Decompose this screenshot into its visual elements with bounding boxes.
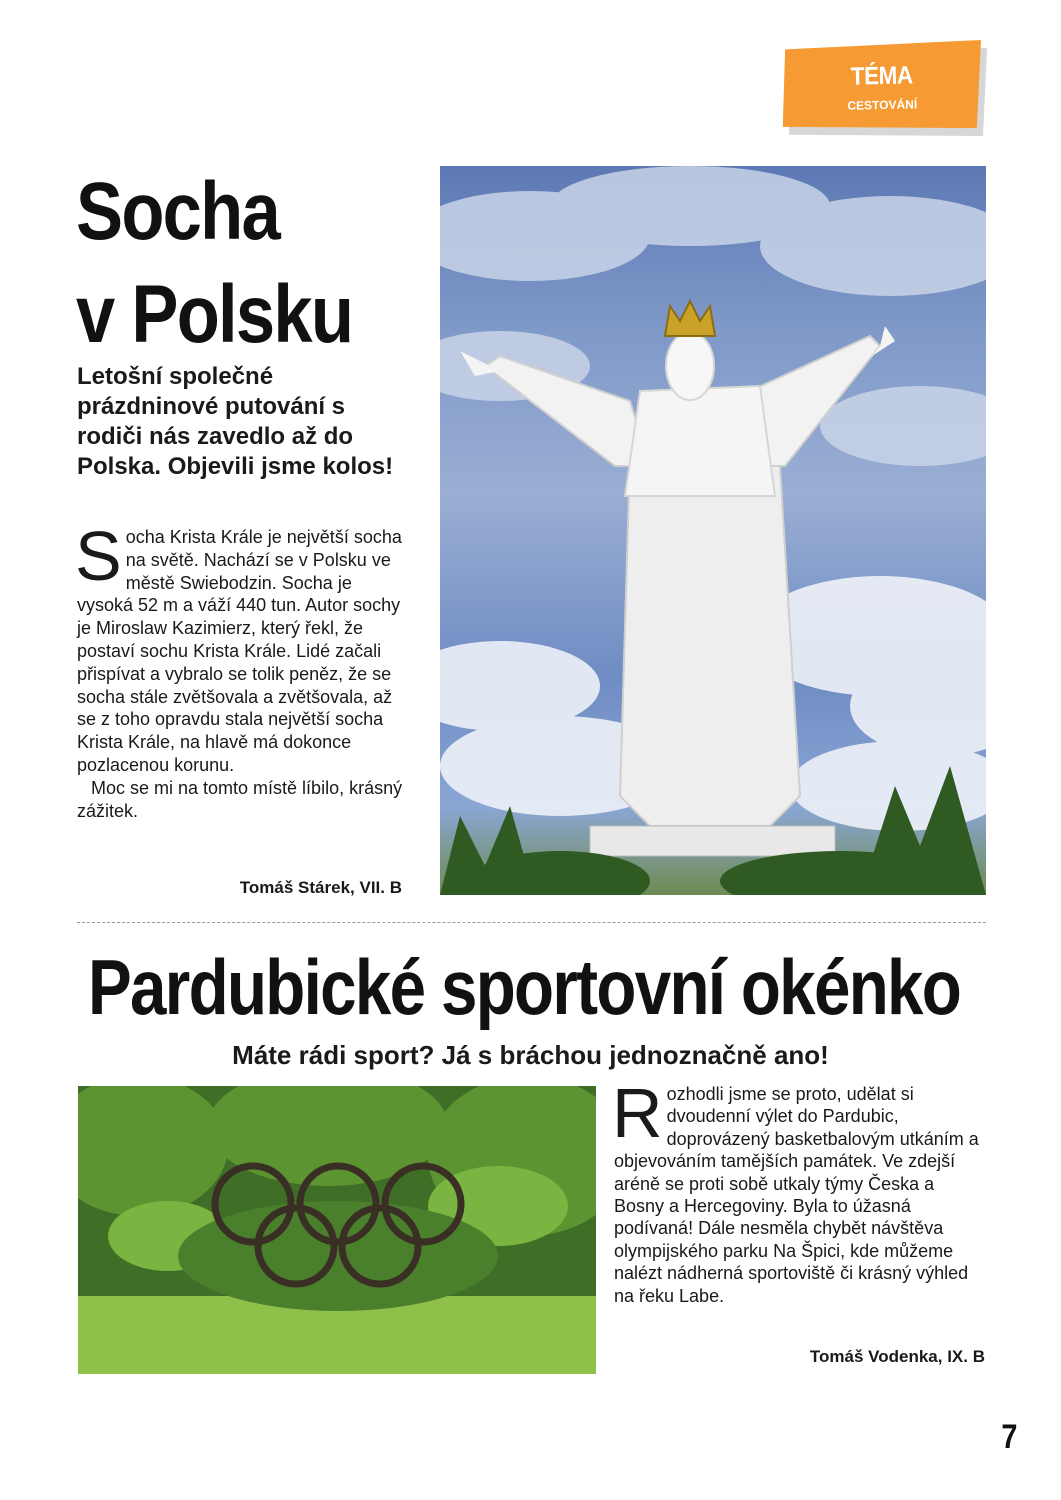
park-illustration	[78, 1086, 596, 1374]
article2-headline: Pardubické sportovní okénko	[88, 943, 961, 1031]
theme-tag-title: TÉMA	[850, 61, 913, 91]
christ-the-king-statue-photo	[440, 166, 986, 895]
article1-paragraph-2: Moc se mi na tomto místě líbilo, krásný zážitek.	[77, 777, 403, 821]
article1-paragraph-1: ocha Krista Krále je největší socha na světě. Nachází se v Polsku ve městě Swiebodzin. Socha je vysoká 52 m a váží 440 tun. Autor sochy je Miroslaw Kazimierz, který řekl, že postaví sochu Krista Krále. Lidé začali přispívat a vybralo se tolik peněz, že se socha stále zvětšovala a zvětšovala, až se z toho opravdu stala největší socha Krista Krále, na hlavě má dokonce pozlacenou korunu.	[77, 527, 402, 775]
article2-paragraph: ozhodli jsme se proto, udělat si dvoudenní výlet do Pardubic, doprovázený basketbalovým utkáním a objevováním tamějších památek. Ve zdejší aréně se proti sobě utkaly týmy Česka a Bosny a Hercegoviny. Byla to úžasná podívaná! Dále nesměla chybět návštěva olympijského parku Na Špici, kde můžeme nalézt nádherná sportoviště či krásný výhled na řeku Labe.	[614, 1084, 979, 1306]
page-number: 7	[1001, 1418, 1018, 1456]
article1-body	[75, 517, 407, 822]
article1-author: Tomáš Stárek, VII. B	[239, 878, 402, 897]
article2-body	[612, 1074, 986, 1307]
section-divider	[77, 922, 986, 923]
statue-illustration	[440, 166, 986, 895]
theme-tag	[781, 40, 988, 140]
article1-lead: Letošní společné prázdninové putování s rodiči nás zavedlo až do Polska. Objevili jsme kolos!	[77, 363, 394, 480]
olympic-rings-park-photo	[78, 1086, 596, 1374]
article1-drop-cap: S	[75, 517, 122, 595]
article2-subheadline: Máte rádi sport? Já s bráchou jednoznačně ano!	[232, 1040, 829, 1070]
article2-author: Tomáš Vodenka, IX. B	[809, 1347, 985, 1366]
article2-drop-cap: R	[612, 1074, 663, 1152]
article1-headline-line2: v Polsku	[76, 269, 353, 360]
article1-headline-line1: Socha	[76, 166, 280, 257]
theme-tag-subtitle: CESTOVÁNÍ	[847, 97, 918, 113]
